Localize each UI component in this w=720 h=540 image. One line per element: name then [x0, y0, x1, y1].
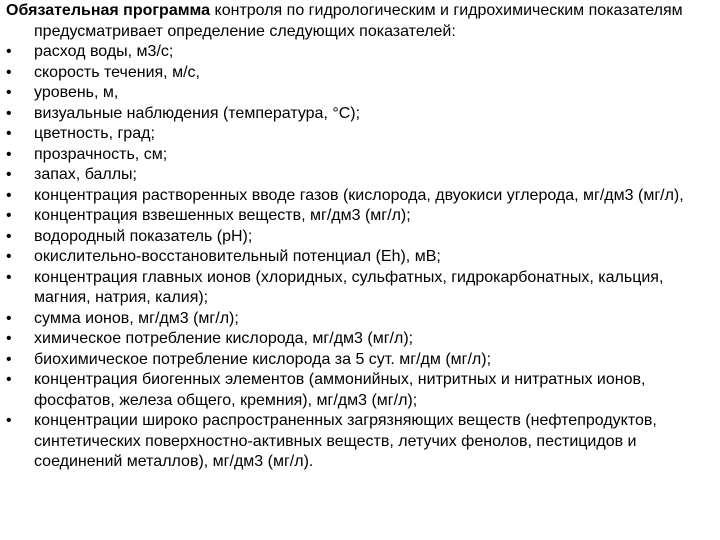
list-item — [6, 350, 714, 371]
list-item — [6, 124, 714, 145]
list-item — [6, 165, 714, 186]
list-item — [6, 227, 714, 248]
list-item-text: концентрация главных ионов (хлоридных, сульфатных, гидрокарбонатных, кальция, магния, натрия, калия); — [34, 268, 664, 306]
list-item — [6, 247, 714, 268]
list-item — [6, 83, 714, 104]
list-item-text: концентрация растворенных вводе газов (кислорода, двуокиси углерода, мг/дм3 (мг/л), — [34, 186, 684, 204]
list-item-text: скорость течения, м/с, — [34, 63, 200, 81]
bullet-icon: • — [6, 104, 12, 122]
list-item-text: расход воды, м3/с; — [34, 43, 174, 60]
bullet-icon: • — [6, 330, 12, 347]
bullet-icon: • — [6, 371, 12, 388]
list-item-text: водородный показатель (рН); — [34, 227, 253, 245]
list-item-text: визуальные наблюдения (температура, °С); — [34, 104, 361, 122]
intro-text: контроля по гидрологическим и гидрохимическим показателям предусматривает определение следующих показателей: — [34, 2, 683, 40]
bullet-icon: • — [6, 227, 12, 245]
list-item-text: химическое потребление кислорода, мг/дм3 (мг/л); — [34, 330, 414, 347]
list-item-text: окислительно-восстановительный потенциал (Eh), мВ; — [34, 248, 441, 265]
list-item-text: прозрачность, см; — [34, 145, 168, 163]
bullet-icon: • — [6, 248, 12, 265]
list-item — [6, 104, 714, 125]
bullet-icon: • — [6, 309, 12, 327]
bullet-icon: • — [6, 145, 12, 163]
list-item — [6, 309, 714, 330]
list-item — [6, 145, 714, 166]
intro-lead: Обязательная программа — [6, 2, 211, 19]
bullet-icon: • — [6, 268, 12, 286]
bullet-icon: • — [6, 412, 12, 429]
list-item-text: концентрации широко распространенных загрязняющих веществ (нефтепродуктов, синтетических поверхностно-активных веществ, летучих фенолов, пестицидов и соединений металлов), мг/дм3 (мг/л). — [34, 412, 657, 470]
list-item — [6, 42, 714, 63]
list-item — [6, 411, 714, 473]
list-item-text: уровень, м, — [34, 84, 119, 101]
bullet-icon: • — [6, 166, 12, 183]
bullet-icon: • — [6, 207, 12, 224]
list-item-text: запах, баллы; — [34, 166, 137, 183]
bullet-icon: • — [6, 350, 12, 368]
list-item — [6, 63, 714, 84]
list-item-text: концентрация биогенных элементов (аммонийных, нитритных и нитратных ионов, фосфатов, железа общего, кремния), мг/дм3 (мг/л); — [34, 371, 646, 409]
list-item — [6, 186, 714, 207]
indicator-list — [6, 42, 714, 473]
list-item-text: концентрация взвешенных веществ, мг/дм3 (мг/л); — [34, 207, 411, 224]
bullet-icon: • — [6, 84, 12, 101]
intro-paragraph — [6, 1, 714, 42]
bullet-icon: • — [6, 63, 12, 81]
list-item — [6, 206, 714, 227]
bullet-icon: • — [6, 186, 12, 204]
list-item-text: сумма ионов, мг/дм3 (мг/л); — [34, 309, 239, 327]
list-item-text: цветность, град; — [34, 125, 155, 142]
bullet-icon: • — [6, 125, 12, 142]
list-item-text: биохимическое потребление кислорода за 5 сут. мг/дм (мг/л); — [34, 350, 492, 368]
bullet-icon: • — [6, 43, 12, 60]
list-item — [6, 329, 714, 350]
list-item — [6, 268, 714, 309]
list-item — [6, 370, 714, 411]
